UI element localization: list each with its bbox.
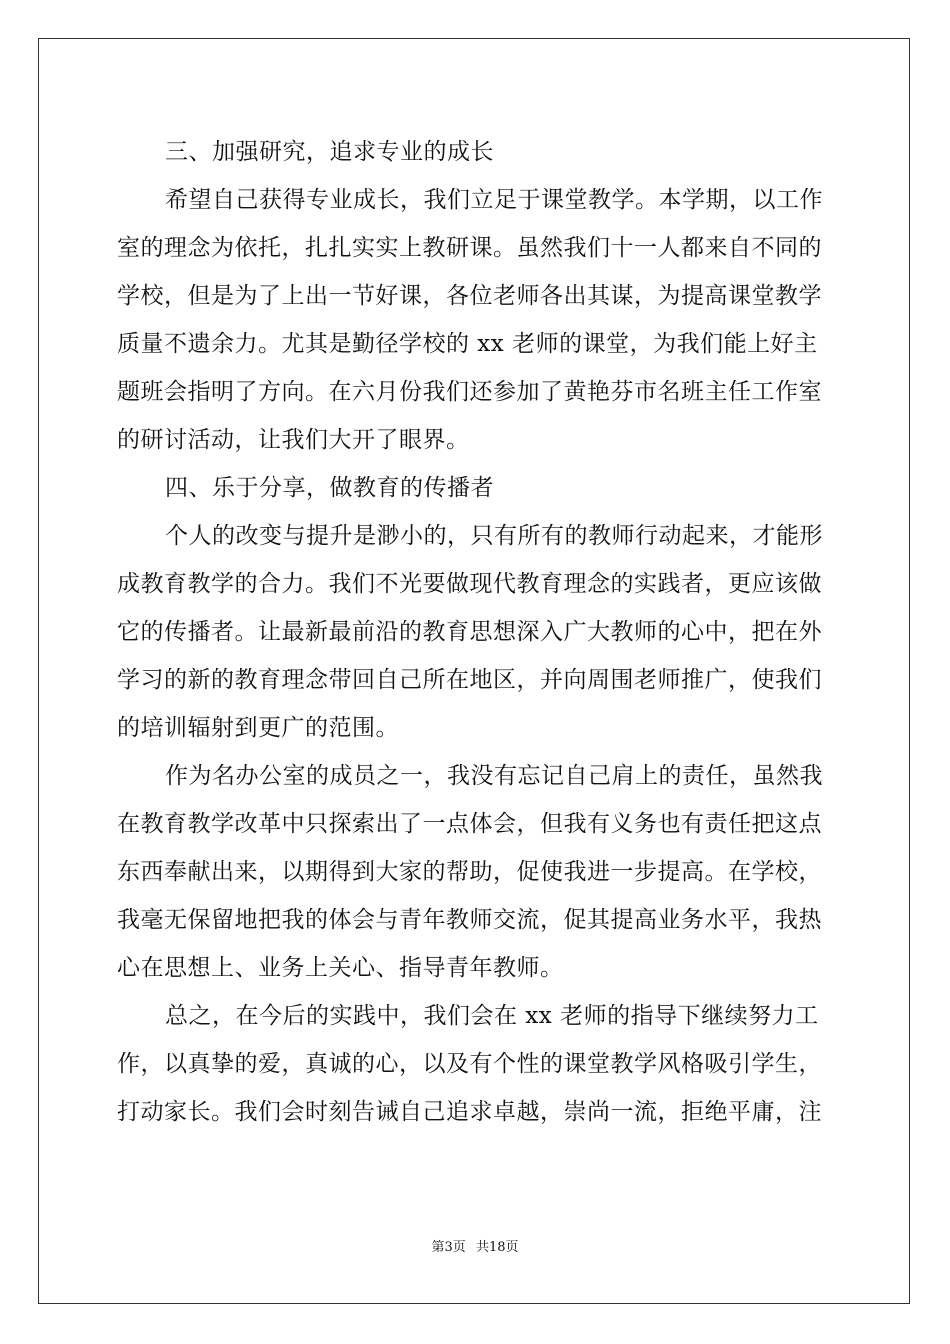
paragraph-line: 在教育教学改革中只探索出了一点体会，但我有义务也有责任把这点 — [117, 811, 822, 837]
paragraph-line: 室的理念为依托，扎扎实实上教研课。虽然我们十一人都来自不同的 — [117, 235, 822, 261]
paragraph-line: 总之，在今后的实践中，我们会在 xx 老师的指导下继续努力工 — [165, 1003, 819, 1029]
paragraph-line: 题班会指明了方向。在六月份我们还参加了黄艳芬市名班主任工作室 — [117, 379, 822, 405]
paragraph-line: 的培训辐射到更广的范围。 — [117, 715, 399, 741]
paragraph-line: 我毫无保留地把我的体会与青年教师交流，促其提高业务水平，我热 — [117, 907, 822, 933]
section-heading-3: 三、加强研究，追求专业的成长 — [165, 139, 494, 165]
paragraph-line: 的研讨活动，让我们大开了眼界。 — [117, 427, 470, 453]
page-number: 第3页 — [431, 1240, 466, 1255]
page-total: 共18页 — [475, 1240, 519, 1255]
paragraph-line: 东西奉献出来，以期得到大家的帮助，促使我进一步提高。在学校， — [117, 859, 822, 885]
paragraph-line: 个人的改变与提升是渺小的，只有所有的教师行动起来，才能形 — [165, 523, 823, 549]
page-footer — [0, 1236, 950, 1255]
paragraph-line: 作为名办公室的成员之一，我没有忘记自己肩上的责任，虽然我 — [165, 763, 823, 789]
paragraph-line: 心在思想上、业务上关心、指导青年教师。 — [117, 955, 564, 981]
paragraph-line: 打动家长。我们会时刻告诫自己追求卓越，崇尚一流，拒绝平庸，注 — [117, 1099, 822, 1125]
section-heading-4: 四、乐于分享，做教育的传播者 — [165, 475, 494, 501]
paragraph-line: 质量不遗余力。尤其是勤径学校的 xx 老师的课堂，为我们能上好主 — [117, 331, 818, 357]
paragraph-line: 学校，但是为了上出一节好课，各位老师各出其谋，为提高课堂教学 — [117, 283, 822, 309]
document-body — [117, 128, 833, 1136]
paragraph-line: 它的传播者。让最新最前沿的教育思想深入广大教师的心中，把在外 — [117, 619, 822, 645]
paragraph-line: 成教育教学的合力。我们不光要做现代教育理念的实践者，更应该做 — [117, 571, 822, 597]
paragraph-line: 希望自己获得专业成长，我们立足于课堂教学。本学期，以工作 — [165, 187, 823, 213]
paragraph-line: 学习的新的教育理念带回自己所在地区，并向周围老师推广，使我们 — [117, 667, 822, 693]
paragraph-line: 作，以真挚的爱，真诚的心，以及有个性的课堂教学风格吸引学生， — [117, 1051, 822, 1077]
